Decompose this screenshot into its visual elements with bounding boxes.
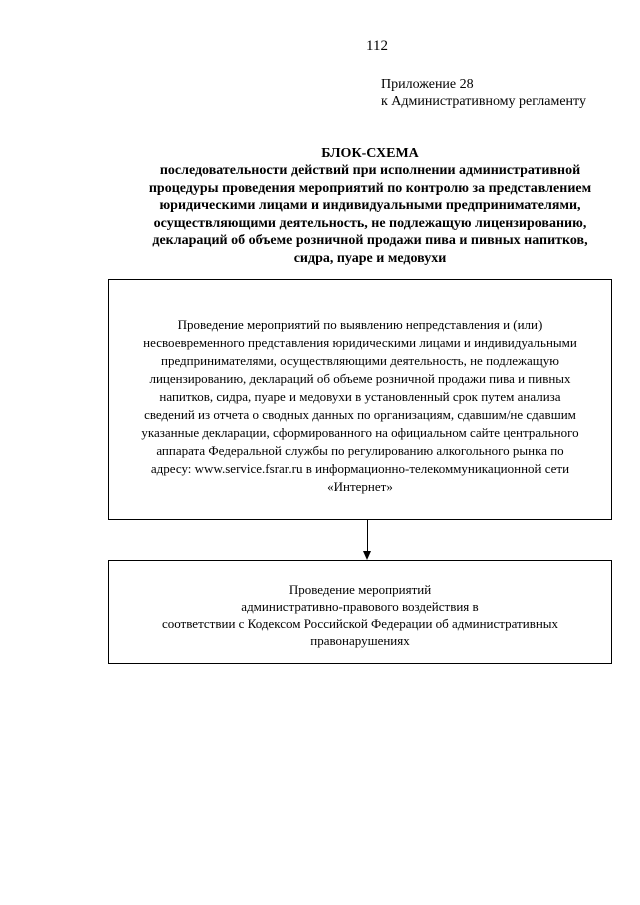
step-2-line: правонарушениях <box>310 633 410 648</box>
subtitle-line: юридическими лицами и индивидуальными предпринимателями, <box>159 198 581 213</box>
step-1-line: указанные декларации, сформированного на официальном сайте центрального <box>141 425 579 440</box>
subtitle-line: последовательности действий при исполнении административной <box>159 163 581 178</box>
flowchart-step-1-text <box>109 316 611 496</box>
subtitle-line: осуществляющими деятельность, не подлежащую лицензированию, <box>153 215 587 231</box>
step-1-line: «Интернет» <box>327 479 393 494</box>
appendix-line: к Административному регламенту <box>381 94 586 109</box>
subtitle-line: сидра, пуаре и медовухи <box>293 250 447 266</box>
flowchart-step-2-text <box>109 581 611 649</box>
step-1-line: лицензированию, деклараций об объеме розничной продажи пива и пивных <box>149 371 571 386</box>
step-1-line: предпринимателями, осуществляющими деятельность, не подлежащую <box>161 353 559 368</box>
document-subtitle <box>100 162 640 267</box>
appendix-line: Приложение 28 <box>381 77 474 92</box>
step-2-line: Проведение мероприятий <box>288 582 432 597</box>
arrow-down-icon <box>363 551 371 560</box>
flowchart-arrow-line <box>367 520 368 552</box>
step-1-line: напитков, сидра, пуаре и медовухи в установленный срок путем анализа <box>159 389 561 404</box>
document-title: БЛОК-СХЕМА <box>321 146 419 161</box>
page-number: 112 <box>366 38 388 54</box>
subtitle-line: процедуры проведения мероприятий по контролю за представлением <box>148 180 592 196</box>
step-1-line: адресу: www.service.fsrar.ru в информационно-телекоммуникационной сети <box>150 461 570 476</box>
flowchart-step-2 <box>108 560 612 664</box>
step-2-line: соответствии с Кодексом Российской Федерации об административных <box>161 616 559 631</box>
appendix-note <box>381 76 586 110</box>
step-1-line: Проведение мероприятий по выявлению непредставления и (или) <box>177 317 543 332</box>
step-1-line: несвоевременного представления юридическими лицами и индивидуальными <box>143 335 577 350</box>
flowchart-step-1 <box>108 279 612 520</box>
subtitle-line: деклараций об объеме розничной продажи пива и пивных напитков, <box>152 233 588 248</box>
step-1-line: аппарата Федеральной службы по регулированию алкогольного рынка по <box>156 443 564 458</box>
step-1-line: сведений из отчета о сводных данных по организациям, сдавшим/не сдавшим <box>144 407 576 422</box>
step-2-line: административно-правового воздействия в <box>241 599 479 614</box>
